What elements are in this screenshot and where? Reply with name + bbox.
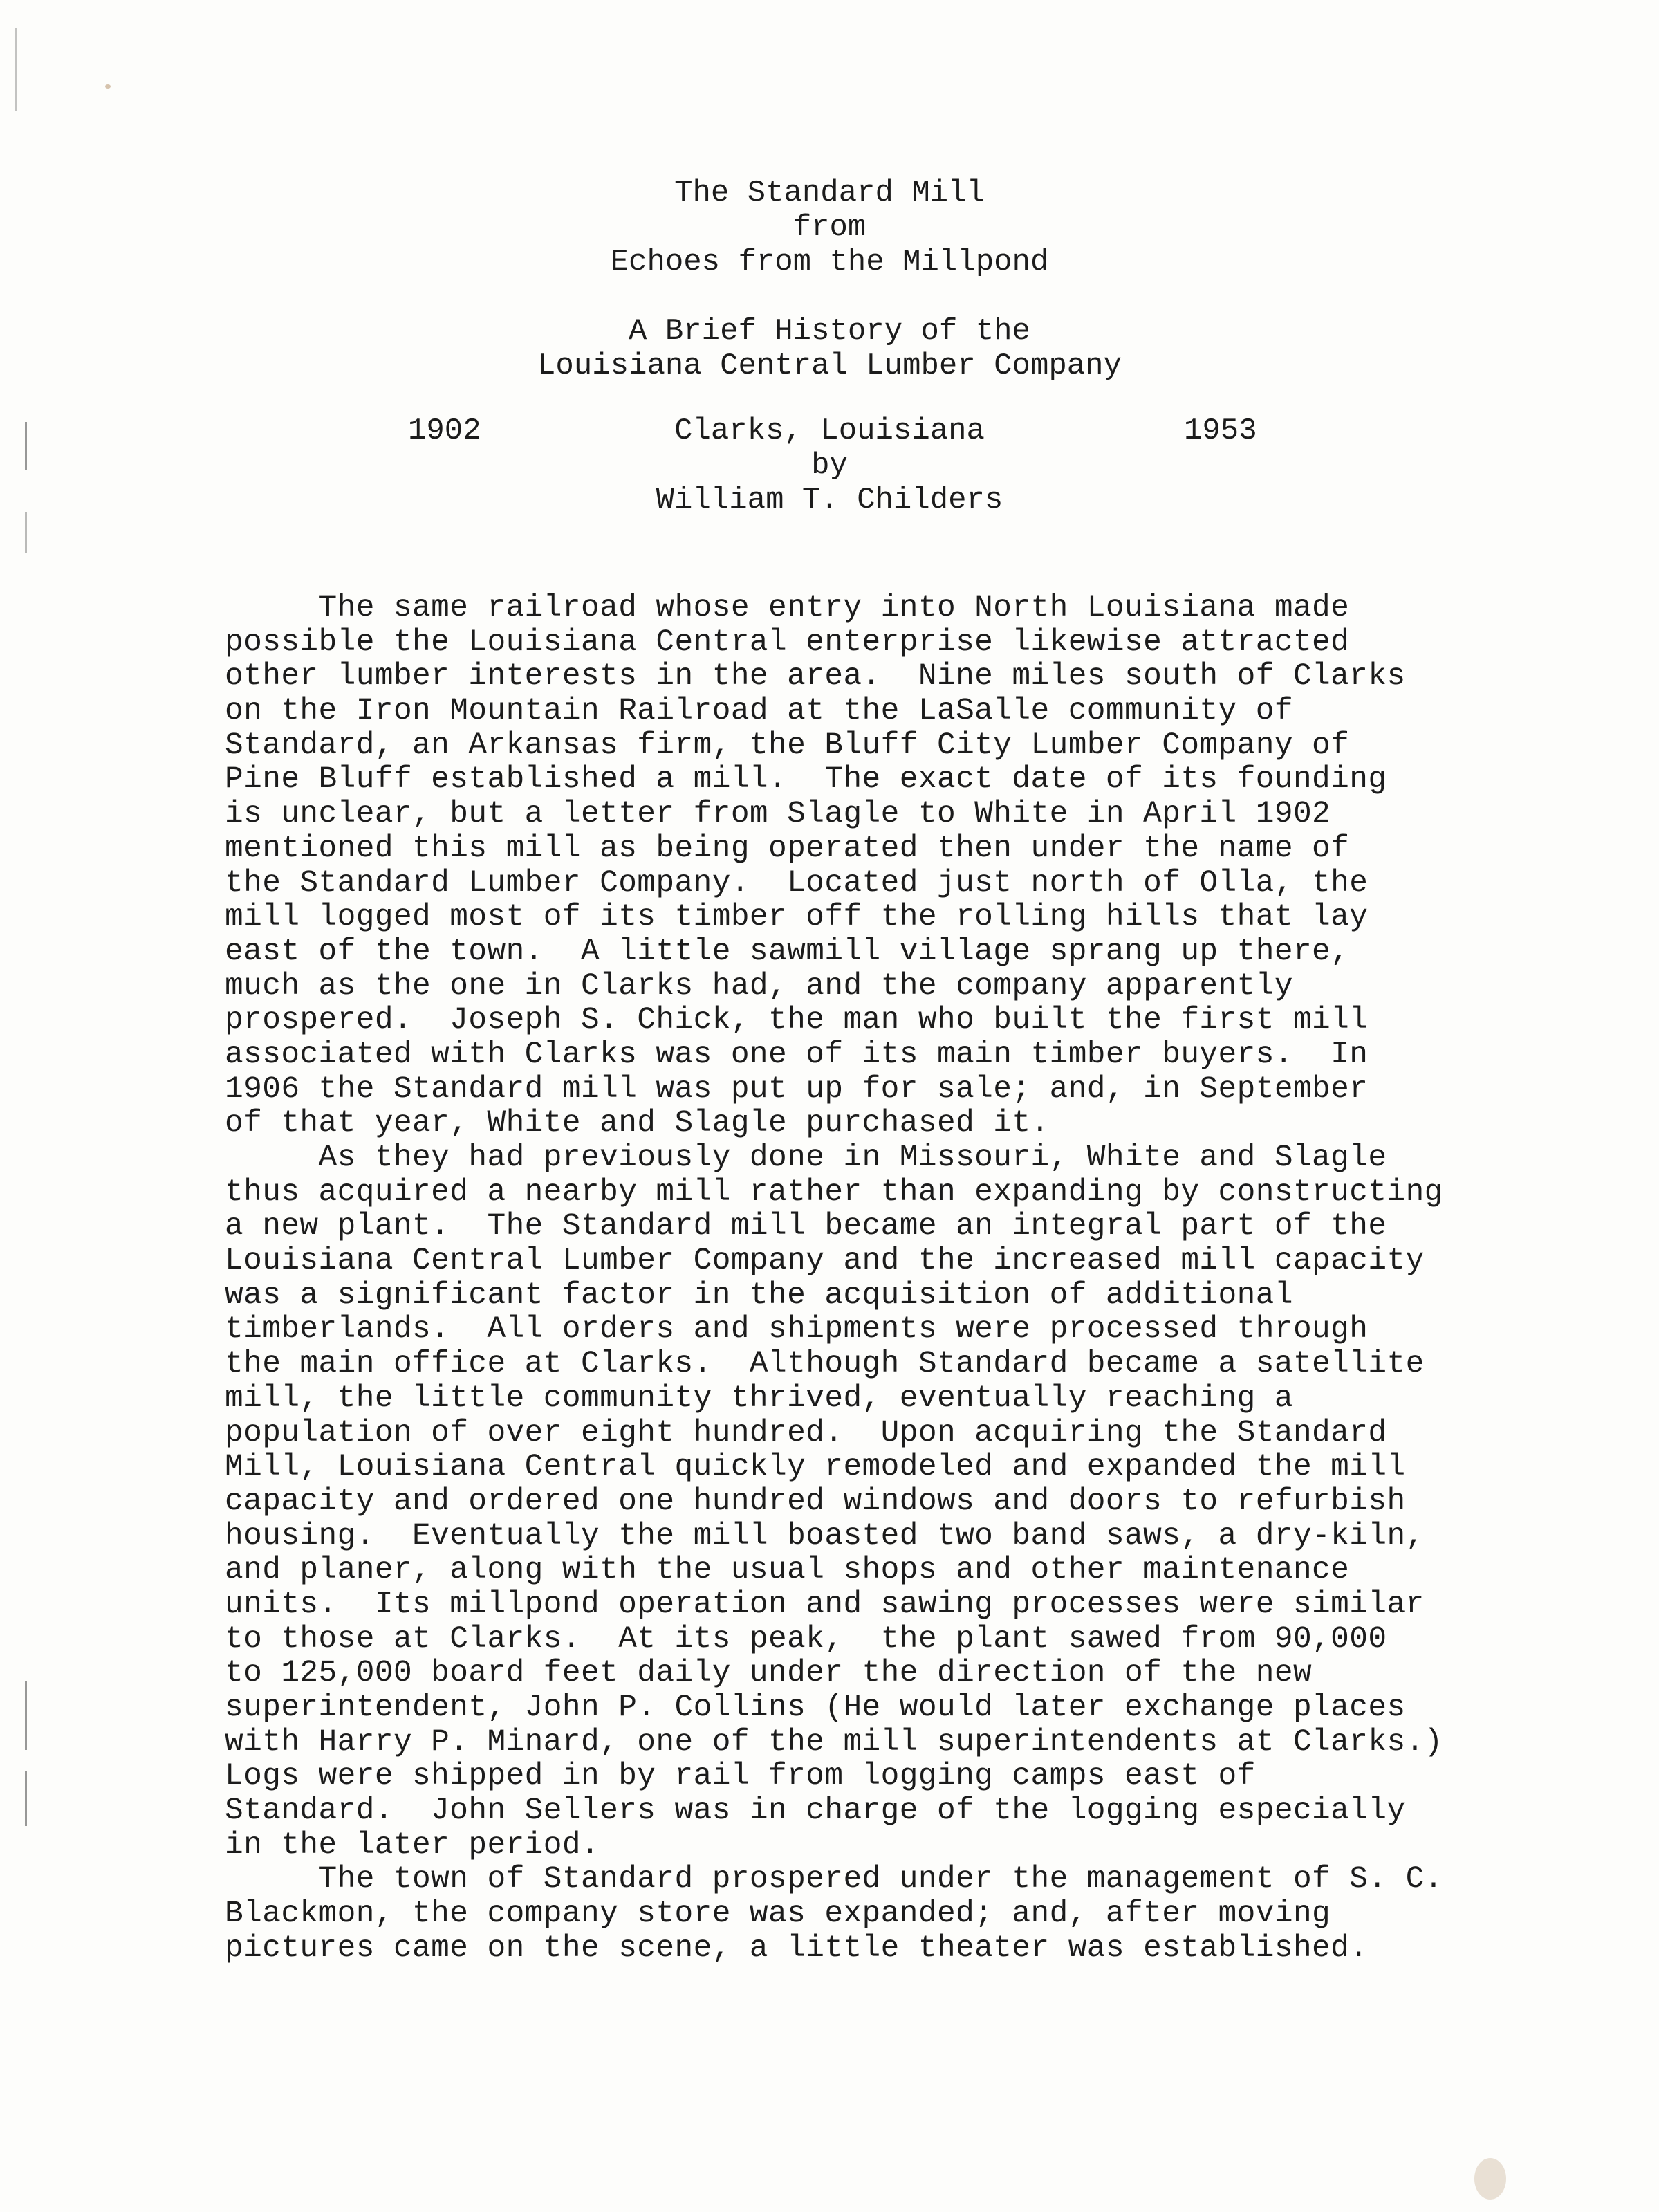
subtitle-line-2: Louisiana Central Lumber Company xyxy=(537,349,1122,383)
body-line: capacity and ordered one hundred windows and doors to refurbish xyxy=(225,1484,1406,1519)
body-line: east of the town. A little sawmill village sprang up there, xyxy=(225,934,1350,969)
body-line: Pine Bluff established a mill. The exact date of its founding xyxy=(225,762,1387,798)
body-line: with Harry P. Minard, one of the mill superintendents at Clarks.) xyxy=(225,1724,1443,1760)
date-place-row xyxy=(0,414,1659,448)
scan-edge-mark xyxy=(25,1681,27,1750)
body-line: timberlands. All orders and shipments were processed through xyxy=(225,1312,1369,1347)
body-line: units. Its millpond operation and sawing processes were similar xyxy=(225,1587,1425,1622)
body-line: is unclear, but a letter from Slagle to White in April 1902 xyxy=(225,797,1331,832)
body-line: 1906 the Standard mill was put up for sale; and, in September xyxy=(225,1071,1369,1107)
body-line: mentioned this mill as being operated then under the name of xyxy=(225,831,1350,866)
scan-edge-mark xyxy=(25,512,27,553)
body-line: on the Iron Mountain Railroad at the LaSalle community of xyxy=(225,694,1293,729)
body-line: of that year, White and Slagle purchased it. xyxy=(225,1106,1050,1141)
title-line-3: Echoes from the Millpond xyxy=(610,245,1049,279)
body-line: Logs were shipped in by rail from logging camps east of xyxy=(225,1759,1256,1794)
scan-edge-mark xyxy=(15,28,17,111)
body-line: Louisiana Central Lumber Company and the increased mill capacity xyxy=(225,1244,1425,1279)
body-line: Standard, an Arkansas firm, the Bluff City Lumber Company of xyxy=(225,728,1350,763)
body-line: Blackmon, the company store was expanded; and, after moving xyxy=(225,1897,1331,1932)
body-line: The town of Standard prospered under the management of S. C. xyxy=(225,1862,1443,1897)
paper-speck xyxy=(1474,2158,1506,2200)
body-line: a new plant. The Standard mill became an integral part of the xyxy=(225,1209,1387,1244)
title-line-2: from xyxy=(793,210,866,245)
place: Clarks, Louisiana xyxy=(674,414,985,448)
byline-by: by xyxy=(811,448,848,483)
body-line: was a significant factor in the acquisition of additional xyxy=(225,1278,1293,1313)
body-line: mill, the little community thrived, eventually reaching a xyxy=(225,1381,1293,1416)
body-line: to those at Clarks. At its peak, the plant sawed from 90,000 xyxy=(225,1621,1387,1657)
body-line: pictures came on the scene, a little theater was established. xyxy=(225,1930,1369,1966)
body-line: other lumber interests in the area. Nine miles south of Clarks xyxy=(225,659,1406,694)
body-text xyxy=(225,591,1559,1966)
body-line: population of over eight hundred. Upon acquiring the Standard xyxy=(225,1415,1387,1450)
body-line: prospered. Joseph S. Chick, the man who built the first mill xyxy=(225,1003,1369,1038)
body-line: associated with Clarks was one of its main timber buyers. In xyxy=(225,1037,1369,1072)
year-start: 1902 xyxy=(408,414,481,448)
body-line: thus acquired a nearby mill rather than expanding by constructing xyxy=(225,1174,1443,1210)
subtitle-line-1: A Brief History of the xyxy=(629,314,1030,349)
body-line: the Standard Lumber Company. Located just north of Olla, the xyxy=(225,865,1369,901)
title-line-1: The Standard Mill xyxy=(674,176,985,210)
body-line: Mill, Louisiana Central quickly remodeled and expanded the mill xyxy=(225,1450,1406,1485)
body-line: the main office at Clarks. Although Standard became a satellite xyxy=(225,1347,1425,1382)
year-end: 1953 xyxy=(1184,414,1257,448)
body-line: much as the one in Clarks had, and the company apparently xyxy=(225,968,1293,1004)
body-line: and planer, along with the usual shops and other maintenance xyxy=(225,1553,1350,1588)
body-line: mill logged most of its timber off the rolling hills that lay xyxy=(225,900,1369,935)
body-line: housing. Eventually the mill boasted two band saws, a dry-kiln, xyxy=(225,1518,1425,1554)
scan-edge-mark xyxy=(25,1771,27,1826)
body-line: possible the Louisiana Central enterprise likewise attracted xyxy=(225,625,1350,660)
paper-speck xyxy=(105,84,111,89)
body-line: in the later period. xyxy=(225,1827,600,1863)
body-line: to 125,000 board feet daily under the direction of the new xyxy=(225,1656,1313,1691)
author: William T. Childers xyxy=(656,483,1003,517)
body-line: superintendent, John P. Collins (He would later exchange places xyxy=(225,1690,1406,1725)
body-line: Standard. John Sellers was in charge of the logging especially xyxy=(225,1794,1406,1829)
body-line: The same railroad whose entry into North Louisiana made xyxy=(225,591,1350,625)
body-line: As they had previously done in Missouri, White and Slagle xyxy=(225,1141,1387,1175)
